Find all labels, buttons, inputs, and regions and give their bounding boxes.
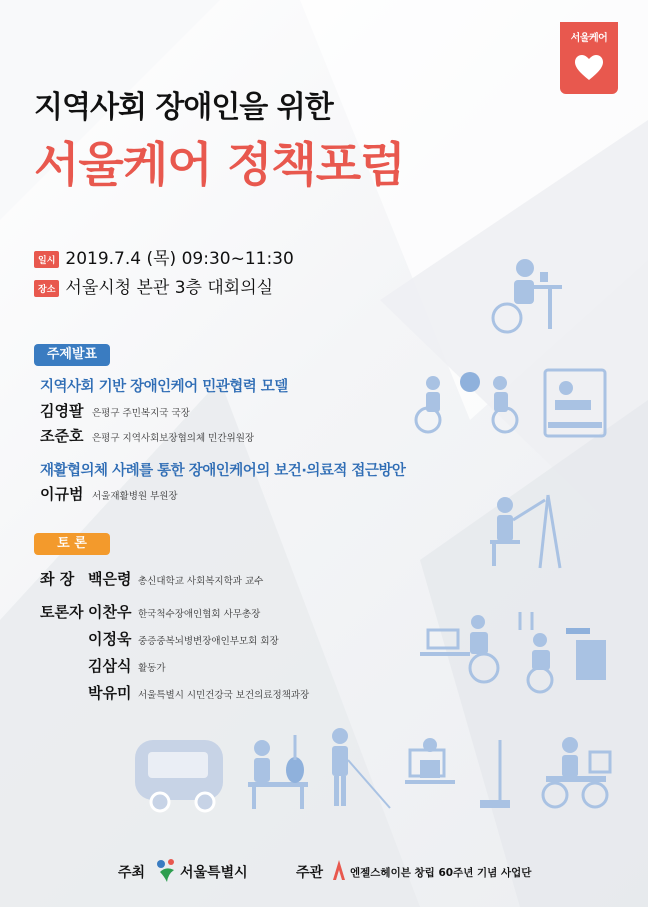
presentation-label: 주제발표 bbox=[34, 344, 110, 366]
discussant-affiliation: 중증중복뇌병변장애인부모회 회장 bbox=[138, 636, 279, 647]
chair-name: 백은령 bbox=[88, 570, 132, 588]
discussant-name: 김삼식 bbox=[88, 657, 132, 675]
chair-affiliation: 총신대학교 사회복지학과 교수 bbox=[138, 576, 264, 587]
title-line-2: 서울케어 정책포럼 bbox=[34, 138, 405, 193]
discussant-affiliation: 서울특별시 시민건강국 보건의료정책과장 bbox=[138, 690, 310, 701]
speaker-row bbox=[40, 400, 190, 421]
title-line-1: 지역사회 장애인을 위한 bbox=[34, 90, 333, 125]
chair-row bbox=[40, 568, 263, 589]
organizer-name: 엔젤스헤이븐 창립 60주년 기념 사업단 bbox=[350, 867, 532, 879]
date-tag: 일시 bbox=[34, 251, 59, 268]
speaker-affiliation: 은평구 주민복지국 국장 bbox=[92, 408, 190, 419]
place-value: 서울시청 본관 3층 대회의실 bbox=[65, 278, 274, 298]
angels-haven-logo-icon bbox=[332, 859, 346, 881]
discussant-affiliation: 활동가 bbox=[138, 663, 166, 674]
discussant-row bbox=[40, 601, 260, 622]
discussant-name: 이찬우 bbox=[88, 603, 132, 621]
discussant-name: 박유미 bbox=[88, 684, 132, 702]
presentation-topic-1: 지역사회 기반 장애인케어 민관협력 모델 bbox=[40, 379, 288, 395]
discussant-row bbox=[88, 655, 166, 676]
footer bbox=[0, 858, 648, 888]
place-tag: 장소 bbox=[34, 280, 59, 297]
discussant-affiliation: 한국척수장애인협회 사무총장 bbox=[138, 609, 261, 620]
organizer-label: 주관 bbox=[296, 865, 324, 881]
speaker-name: 조준호 bbox=[40, 427, 84, 445]
date-value: 2019.7.4 (목) 09:30~11:30 bbox=[65, 249, 294, 269]
discussant-row bbox=[88, 628, 279, 649]
speaker-affiliation: 은평구 지역사회보장협의체 민간위원장 bbox=[92, 433, 255, 444]
host-name: 서울특별시 bbox=[180, 865, 248, 881]
speaker-row bbox=[40, 425, 254, 446]
heart-icon bbox=[575, 55, 603, 81]
speaker-name: 이규범 bbox=[40, 485, 84, 503]
chair-role: 좌 장 bbox=[40, 570, 75, 588]
date-row bbox=[34, 244, 294, 269]
discussant-row bbox=[88, 682, 309, 703]
speaker-affiliation: 서울재활병원 부원장 bbox=[92, 491, 178, 502]
place-row bbox=[34, 273, 273, 298]
seoul-care-logo bbox=[560, 22, 618, 94]
discussant-name: 이정욱 bbox=[88, 630, 132, 648]
discussant-role: 토론자 bbox=[40, 603, 84, 621]
seoul-city-logo-icon bbox=[156, 858, 178, 884]
logo-text: 서울케어 bbox=[570, 33, 608, 44]
speaker-row bbox=[40, 483, 178, 504]
host-label: 주최 bbox=[118, 865, 146, 881]
presentation-topic-2: 재활협의체 사례를 통한 장애인케어의 보건·의료적 접근방안 bbox=[40, 463, 406, 479]
discussion-label: 토 론 bbox=[34, 533, 110, 555]
speaker-name: 김영팔 bbox=[40, 402, 84, 420]
